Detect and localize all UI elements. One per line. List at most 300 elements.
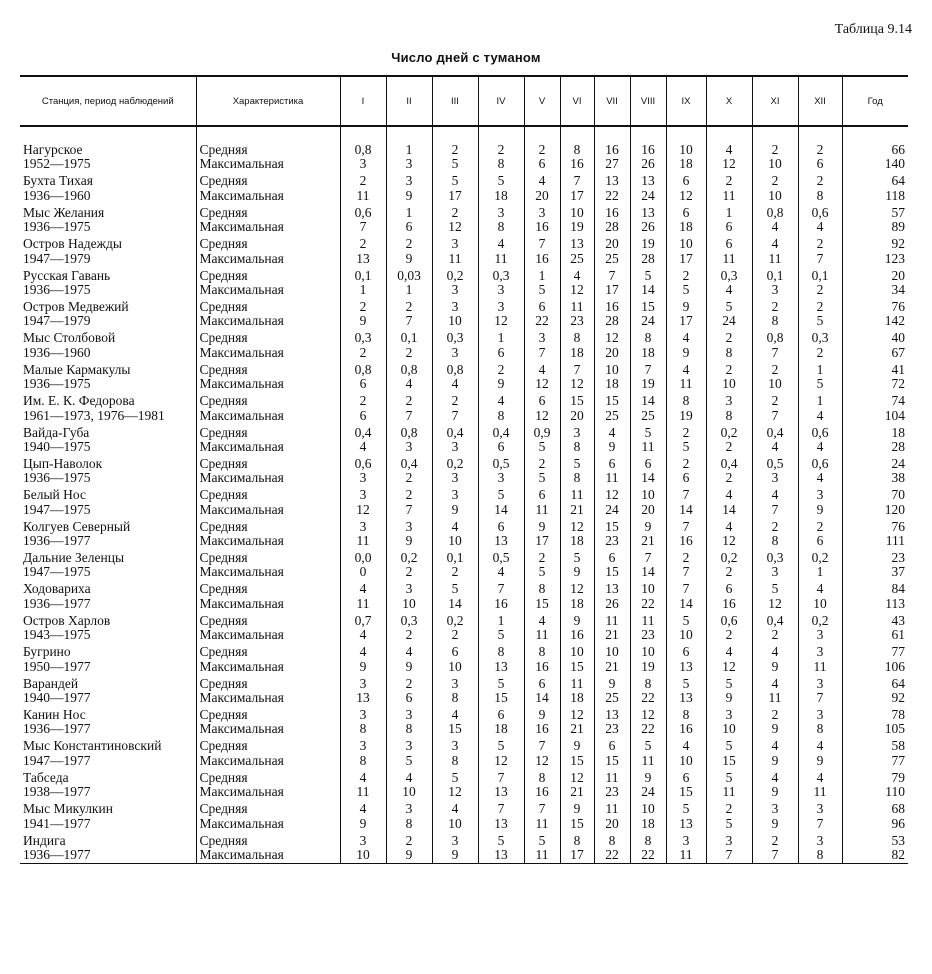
month-cell [386, 832, 432, 864]
mean-value: 0,2 [720, 550, 738, 566]
max-value: 8 [497, 156, 505, 172]
observation-period: 1936—1960 [23, 187, 91, 203]
mean-value: 16 [605, 204, 619, 220]
header-year: Год [842, 76, 908, 126]
month-cell [524, 455, 560, 486]
max-value: 3 [497, 470, 505, 486]
month-cell [560, 800, 594, 831]
characteristic-cell [196, 392, 340, 423]
month-cell [630, 392, 666, 423]
max-value: 14 [679, 501, 693, 517]
max-label: Максимальная [199, 407, 284, 423]
month-cell [478, 424, 524, 455]
observation-period: 1952—1975 [23, 156, 91, 172]
header-month-5: V [524, 76, 560, 126]
mean-label: Средняя [199, 298, 248, 314]
max-value: 10 [679, 627, 693, 643]
max-value: 5 [682, 438, 690, 454]
max-value: 12 [768, 595, 782, 611]
month-cell [706, 392, 752, 423]
mean-value: 0,3 [766, 550, 784, 566]
max-value: 23 [605, 721, 619, 737]
month-cell [524, 392, 560, 423]
mean-value: 0,2 [446, 267, 464, 283]
month-cell [478, 580, 524, 611]
station-name: Остров Надежды [23, 236, 122, 252]
header-month-1: I [340, 76, 386, 126]
month-cell [798, 298, 842, 329]
mean-value: 0,1 [446, 550, 464, 566]
month-cell [560, 298, 594, 329]
max-value: 11 [813, 658, 827, 674]
mean-value: 2 [497, 361, 505, 377]
max-value: 7 [538, 344, 546, 360]
mean-value: 2 [816, 298, 824, 314]
max-label: Максимальная [199, 815, 284, 831]
mean-value: 0,3 [811, 330, 829, 346]
mean-value: 1 [497, 612, 505, 628]
month-cell [798, 549, 842, 580]
max-value: 5 [816, 376, 824, 392]
month-cell [386, 329, 432, 360]
month-cell [386, 580, 432, 611]
month-cell [666, 580, 706, 611]
month-cell [340, 298, 386, 329]
mean-value: 8 [497, 644, 505, 660]
mean-value: 2 [771, 142, 779, 157]
month-cell [478, 737, 524, 768]
mean-year-value: 64 [891, 675, 905, 691]
mean-value: 1 [538, 267, 546, 283]
max-value: 11 [679, 376, 693, 392]
header-month-11: XI [752, 76, 798, 126]
station-name: Цып-Наволок [23, 455, 103, 471]
max-value: 9 [359, 815, 367, 831]
month-cell [432, 549, 478, 580]
month-cell [798, 800, 842, 831]
max-value: 10 [768, 156, 782, 172]
characteristic-cell [196, 580, 340, 611]
mean-value: 3 [497, 298, 505, 314]
mean-value: 2 [816, 173, 824, 189]
header-month-3: III [432, 76, 478, 126]
mean-label: Средняя [199, 832, 248, 848]
max-value: 19 [641, 658, 655, 674]
month-cell [560, 392, 594, 423]
max-value: 10 [679, 752, 693, 768]
month-cell [524, 518, 560, 549]
observation-period: 1938—1977 [23, 784, 91, 800]
mean-value: 5 [725, 738, 733, 754]
mean-value: 7 [682, 518, 690, 534]
mean-value: 3 [451, 675, 459, 691]
mean-value: 2 [682, 550, 690, 566]
max-value: 18 [679, 219, 693, 235]
max-value: 18 [570, 344, 584, 360]
max-value: 5 [725, 815, 733, 831]
mean-value: 2 [538, 142, 546, 157]
month-cell [752, 204, 798, 235]
mean-value: 8 [538, 581, 546, 597]
mean-value: 1 [405, 204, 413, 220]
mean-value: 3 [405, 518, 413, 534]
max-value: 26 [641, 219, 655, 235]
max-value: 11 [641, 752, 655, 768]
station-cell [20, 675, 196, 706]
mean-value: 4 [573, 267, 581, 283]
mean-value: 8 [573, 142, 581, 157]
month-cell [706, 141, 752, 172]
max-value: 11 [679, 846, 693, 862]
month-cell [706, 800, 752, 831]
characteristic-cell [196, 737, 340, 768]
max-value: 12 [494, 752, 508, 768]
station-cell [20, 141, 196, 172]
max-value: 21 [605, 627, 619, 643]
max-year-value: 120 [884, 501, 905, 517]
max-label: Максимальная [199, 721, 284, 737]
month-cell [630, 549, 666, 580]
max-value: 13 [679, 815, 693, 831]
max-value: 14 [641, 281, 655, 297]
max-label: Максимальная [199, 344, 284, 360]
max-year-value: 106 [884, 658, 905, 674]
max-label: Максимальная [199, 281, 284, 297]
year-cell [842, 769, 908, 800]
max-value: 22 [641, 690, 655, 706]
mean-value: 0,1 [766, 267, 784, 283]
max-value: 22 [641, 595, 655, 611]
max-label: Максимальная [199, 501, 284, 517]
max-value: 14 [679, 595, 693, 611]
station-cell [20, 706, 196, 737]
month-cell [666, 549, 706, 580]
max-value: 19 [679, 407, 693, 423]
max-value: 7 [816, 815, 824, 831]
max-value: 2 [451, 564, 459, 580]
observation-period: 1936—1977 [23, 721, 91, 737]
table-row [20, 675, 908, 706]
month-cell [560, 643, 594, 674]
month-cell [752, 832, 798, 864]
month-cell [594, 675, 630, 706]
year-cell [842, 329, 908, 360]
max-value: 11 [641, 438, 655, 454]
station-cell [20, 549, 196, 580]
mean-label: Средняя [199, 801, 248, 817]
observation-period: 1940—1977 [23, 690, 91, 706]
max-value: 22 [605, 846, 619, 862]
month-cell [560, 675, 594, 706]
mean-label: Средняя [199, 173, 248, 189]
month-cell [752, 298, 798, 329]
characteristic-cell [196, 643, 340, 674]
mean-value: 7 [538, 801, 546, 817]
observation-period: 1936—1977 [23, 846, 91, 862]
station-cell [20, 267, 196, 298]
year-cell [842, 549, 908, 580]
characteristic-cell [196, 329, 340, 360]
mean-value: 6 [682, 173, 690, 189]
month-cell [752, 737, 798, 768]
table-row [20, 361, 908, 392]
month-cell [524, 486, 560, 517]
max-value: 12 [535, 752, 549, 768]
station-cell [20, 329, 196, 360]
max-value: 12 [722, 156, 736, 172]
mean-value: 4 [405, 644, 413, 660]
station-cell [20, 172, 196, 203]
mean-value: 10 [570, 644, 584, 660]
mean-value: 4 [451, 801, 459, 817]
month-cell [340, 675, 386, 706]
max-value: 12 [494, 313, 508, 329]
month-cell [386, 267, 432, 298]
max-value: 6 [405, 690, 413, 706]
month-cell [706, 329, 752, 360]
observation-period: 1936—1960 [23, 344, 91, 360]
station-name: Белый Нос [23, 487, 86, 503]
mean-value: 6 [608, 455, 616, 471]
month-cell [340, 769, 386, 800]
month-cell [340, 329, 386, 360]
max-value: 7 [771, 407, 779, 423]
header-month-4: IV [478, 76, 524, 126]
year-cell [842, 235, 908, 266]
station-cell [20, 643, 196, 674]
station-name: Остров Медвежий [23, 298, 129, 314]
mean-value: 5 [451, 581, 459, 597]
max-value: 17 [570, 187, 584, 203]
max-year-value: 34 [891, 281, 905, 297]
mean-value: 11 [641, 612, 655, 628]
max-year-value: 82 [891, 846, 905, 862]
mean-value: 4 [771, 236, 779, 252]
month-cell [432, 392, 478, 423]
mean-value: 3 [451, 236, 459, 252]
mean-value: 0,2 [720, 424, 738, 440]
mean-value: 8 [608, 832, 616, 848]
mean-value: 12 [570, 769, 584, 785]
table-row [20, 769, 908, 800]
mean-year-value: 41 [891, 361, 905, 377]
table-row [20, 141, 908, 172]
mean-value: 10 [641, 487, 655, 503]
mean-value: 3 [816, 644, 824, 660]
mean-value: 6 [725, 236, 733, 252]
month-cell [798, 769, 842, 800]
mean-value: 9 [682, 298, 690, 314]
mean-value: 1 [405, 142, 413, 157]
observation-period: 1947—1975 [23, 501, 91, 517]
mean-value: 2 [359, 236, 367, 252]
mean-value: 5 [497, 487, 505, 503]
max-value: 25 [641, 407, 655, 423]
mean-value: 10 [605, 361, 619, 377]
mean-value: 3 [538, 330, 546, 346]
mean-value: 3 [359, 675, 367, 691]
max-value: 21 [605, 658, 619, 674]
mean-value: 9 [538, 518, 546, 534]
mean-value: 3 [359, 738, 367, 754]
month-cell [706, 737, 752, 768]
mean-value: 9 [608, 675, 616, 691]
header-month-10: X [706, 76, 752, 126]
observation-period: 1936—1975 [23, 219, 91, 235]
observation-period: 1941—1977 [23, 815, 91, 831]
month-cell [594, 737, 630, 768]
month-cell [432, 706, 478, 737]
mean-value: 2 [451, 204, 459, 220]
max-value: 22 [605, 187, 619, 203]
month-cell [798, 204, 842, 235]
mean-value: 7 [644, 361, 652, 377]
station-cell [20, 486, 196, 517]
station-name: Канин Нос [23, 707, 86, 723]
mean-value: 12 [641, 707, 655, 723]
mean-value: 0,8 [400, 361, 418, 377]
month-cell [752, 455, 798, 486]
table-row [20, 298, 908, 329]
mean-value: 10 [605, 644, 619, 660]
mean-value: 2 [497, 142, 505, 157]
month-cell [666, 486, 706, 517]
mean-year-value: 68 [891, 801, 905, 817]
month-cell [340, 361, 386, 392]
month-cell [432, 769, 478, 800]
month-cell [386, 141, 432, 172]
table-row [20, 486, 908, 517]
mean-value: 5 [644, 738, 652, 754]
max-label: Максимальная [199, 470, 284, 486]
max-value: 11 [494, 250, 508, 266]
max-value: 4 [359, 438, 367, 454]
mean-value: 11 [570, 298, 584, 314]
max-value: 11 [535, 815, 549, 831]
mean-value: 1 [725, 204, 733, 220]
month-cell [706, 549, 752, 580]
month-cell [560, 737, 594, 768]
month-cell [340, 643, 386, 674]
characteristic-cell [196, 298, 340, 329]
characteristic-cell [196, 832, 340, 864]
year-cell [842, 267, 908, 298]
mean-value: 0,6 [354, 455, 372, 471]
month-cell [752, 235, 798, 266]
mean-value: 2 [538, 550, 546, 566]
station-cell [20, 800, 196, 831]
month-cell [432, 361, 478, 392]
month-cell [798, 329, 842, 360]
station-cell [20, 392, 196, 423]
month-cell [666, 643, 706, 674]
max-label: Максимальная [199, 784, 284, 800]
max-value: 16 [570, 627, 584, 643]
mean-label: Средняя [199, 612, 248, 628]
max-year-value: 111 [885, 533, 905, 549]
max-value: 8 [359, 721, 367, 737]
mean-value: 10 [641, 801, 655, 817]
max-value: 17 [679, 313, 693, 329]
month-cell [706, 769, 752, 800]
month-cell [478, 455, 524, 486]
characteristic-cell [196, 612, 340, 643]
mean-value: 2 [816, 142, 824, 157]
month-cell [386, 172, 432, 203]
mean-value: 2 [405, 236, 413, 252]
max-value: 10 [448, 533, 462, 549]
max-year-value: 113 [885, 595, 905, 611]
max-value: 11 [535, 627, 549, 643]
year-cell [842, 580, 908, 611]
mean-value: 6 [451, 644, 459, 660]
max-year-value: 61 [891, 627, 905, 643]
month-cell [340, 737, 386, 768]
header-row [20, 76, 908, 126]
mean-value: 0,3 [354, 330, 372, 346]
table-row [20, 800, 908, 831]
table-row [20, 329, 908, 360]
characteristic-cell [196, 455, 340, 486]
max-value: 16 [679, 533, 693, 549]
characteristic-cell [196, 486, 340, 517]
mean-value: 2 [771, 832, 779, 848]
max-value: 7 [816, 690, 824, 706]
mean-value: 0,4 [400, 455, 418, 471]
mean-value: 2 [405, 675, 413, 691]
max-year-value: 110 [885, 784, 905, 800]
month-cell [478, 204, 524, 235]
mean-value: 0,2 [811, 612, 829, 628]
station-cell [20, 298, 196, 329]
month-cell [706, 172, 752, 203]
month-cell [706, 455, 752, 486]
max-value: 22 [641, 721, 655, 737]
max-value: 7 [682, 564, 690, 580]
month-cell [432, 172, 478, 203]
month-cell [340, 235, 386, 266]
max-value: 17 [605, 281, 619, 297]
mean-value: 2 [451, 393, 459, 409]
month-cell [432, 518, 478, 549]
month-cell [594, 298, 630, 329]
max-value: 4 [816, 438, 824, 454]
month-cell [798, 518, 842, 549]
month-cell [478, 235, 524, 266]
month-cell [798, 455, 842, 486]
max-value: 15 [570, 815, 584, 831]
month-cell [630, 204, 666, 235]
month-cell [478, 518, 524, 549]
mean-value: 3 [405, 173, 413, 189]
month-cell [340, 172, 386, 203]
mean-value: 5 [573, 550, 581, 566]
mean-label: Средняя [199, 581, 248, 597]
max-value: 9 [771, 658, 779, 674]
max-value: 7 [816, 250, 824, 266]
mean-year-value: 74 [891, 393, 905, 409]
mean-value: 2 [725, 330, 733, 346]
month-cell [560, 832, 594, 864]
mean-year-value: 43 [891, 612, 905, 628]
mean-label: Средняя [199, 644, 248, 660]
month-cell [524, 832, 560, 864]
mean-value: 5 [497, 173, 505, 189]
max-value: 11 [722, 187, 736, 203]
max-value: 11 [356, 187, 370, 203]
mean-value: 11 [570, 487, 584, 503]
month-cell [386, 675, 432, 706]
